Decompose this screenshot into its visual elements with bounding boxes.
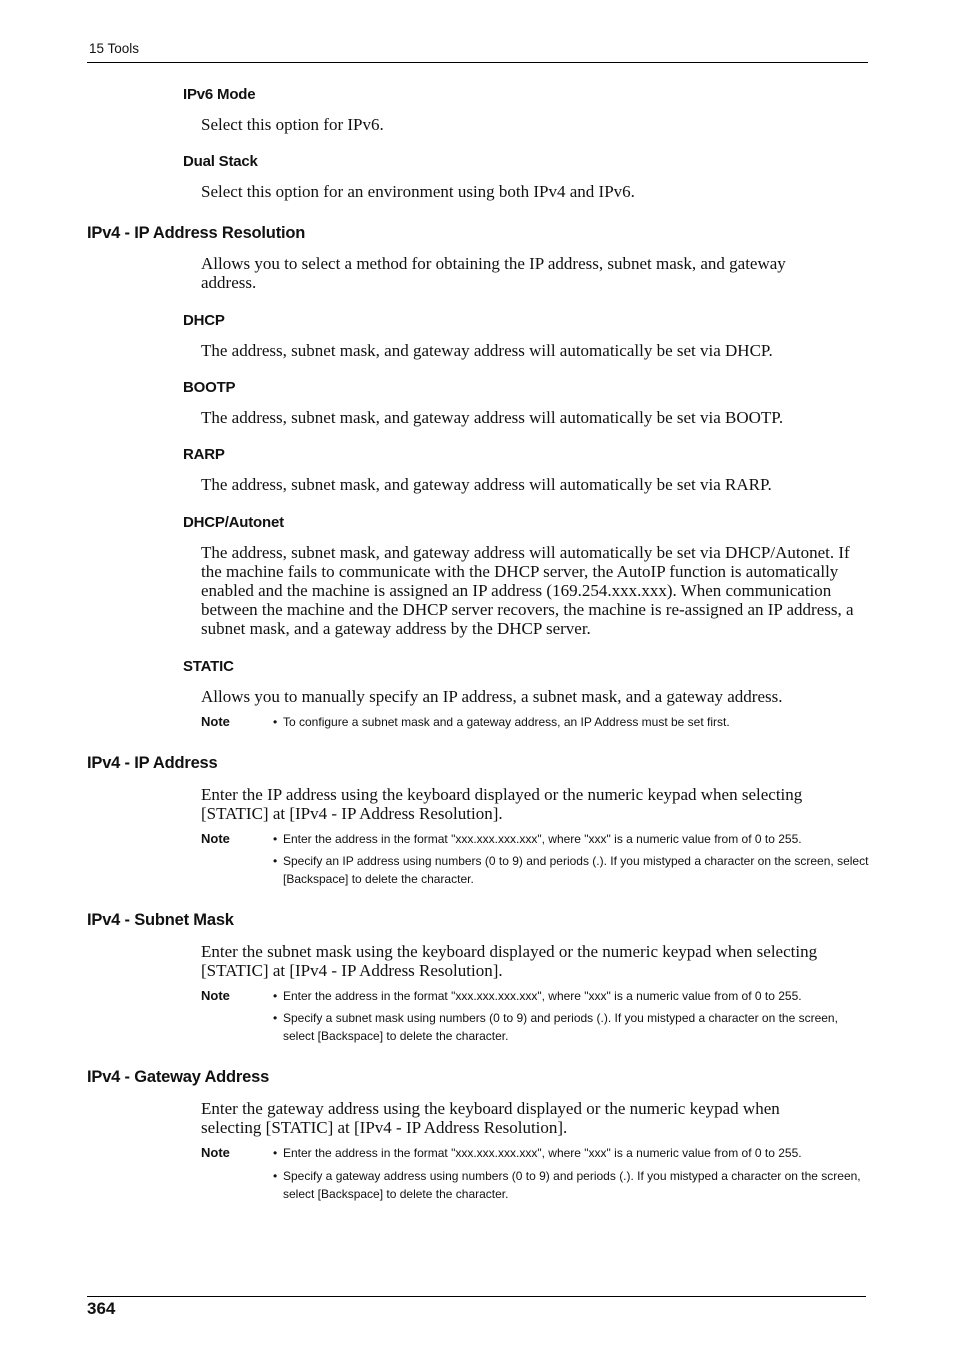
note-text: Enter the address in the format "xxx.xxx.xxx.xxx", where "xxx" is a numeric value from of 0 to 255. xyxy=(283,989,802,1003)
bullet-icon: • xyxy=(273,989,278,1003)
dual-stack-heading: Dual Stack xyxy=(183,153,258,170)
rarp-text: The address, subnet mask, and gateway address will automatically be set via RARP. xyxy=(201,475,772,494)
bullet-icon: • xyxy=(273,854,278,868)
gateway-note-label: Note xyxy=(201,1145,230,1160)
gateway-note-item xyxy=(273,1144,877,1162)
ip-address-note-label: Note xyxy=(201,831,230,846)
resolution-heading: IPv4 - IP Address Resolution xyxy=(87,224,306,242)
note-text: Enter the address in the format "xxx.xxx.xxx.xxx", where "xxx" is a numeric value from of 0 to 255. xyxy=(283,1146,802,1160)
bullet-icon: • xyxy=(273,1146,278,1160)
note-text: To configure a subnet mask and a gateway address, an IP Address must be set first. xyxy=(283,715,730,729)
bootp-text: The address, subnet mask, and gateway address will automatically be set via BOOTP. xyxy=(201,408,784,427)
note-text: Specify a gateway address using numbers (0 to 9) and periods (.). If you mistyped a character on the screen, select [Backspace] to delete the character. xyxy=(283,1169,861,1201)
note-text: Specify an IP address using numbers (0 to 9) and periods (.). If you mistyped a character on the screen, select [Backspace] to delete the character. xyxy=(283,854,869,886)
static-note-item xyxy=(273,713,877,731)
static-note-label: Note xyxy=(201,714,230,729)
bootp-heading: BOOTP xyxy=(183,379,236,396)
note-text: Enter the address in the format "xxx.xxx.xxx.xxx", where "xxx" is a numeric value from of 0 to 255. xyxy=(283,832,802,846)
ip-address-heading: IPv4 - IP Address xyxy=(87,754,218,772)
gateway-text: Enter the gateway address using the keyboard displayed or the numeric keypad when selecting [STATIC] at [IPv4 - IP Address Resolution]. xyxy=(201,1099,780,1137)
dual-stack-text: Select this option for an environment using both IPv4 and IPv6. xyxy=(201,182,635,201)
bullet-icon: • xyxy=(273,832,278,846)
rarp-heading: RARP xyxy=(183,446,225,463)
static-heading: STATIC xyxy=(183,658,234,675)
bullet-icon: • xyxy=(273,1011,278,1025)
subnet-mask-note-item xyxy=(273,1009,843,1045)
subnet-mask-text: Enter the subnet mask using the keyboard displayed or the numeric keypad when selecting [STATIC] at [IPv4 - IP Address Resolution]. xyxy=(201,942,818,980)
bullet-icon: • xyxy=(273,715,278,729)
ipv6-mode-heading: IPv6 Mode xyxy=(183,86,256,103)
chapter-header: 15 Tools xyxy=(89,41,140,56)
dhcp-autonet-heading: DHCP/Autonet xyxy=(183,514,284,531)
gateway-heading: IPv4 - Gateway Address xyxy=(87,1068,270,1086)
page-number: 364 xyxy=(87,1299,116,1318)
subnet-mask-note-item xyxy=(273,987,877,1005)
subnet-mask-note-label: Note xyxy=(201,988,230,1003)
gateway-note-item xyxy=(273,1167,873,1203)
dhcp-heading: DHCP xyxy=(183,312,225,329)
subnet-mask-heading: IPv4 - Subnet Mask xyxy=(87,911,234,929)
note-text: Specify a subnet mask using numbers (0 to 9) and periods (.). If you mistyped a character on the screen, select [Backspace] to delete the character. xyxy=(283,1011,838,1043)
ipv6-mode-text: Select this option for IPv6. xyxy=(201,115,384,134)
dhcp-text: The address, subnet mask, and gateway address will automatically be set via DHCP. xyxy=(201,341,773,360)
ip-address-note-item xyxy=(273,852,877,888)
dhcp-autonet-text: The address, subnet mask, and gateway address will automatically be set via DHCP/Autonet. If the machine fails to communicate with the DHCP server, the AutoIP function is automatically enabled and the machine is assigned an IP address (169.254.xxx.xxx). When communication between the machine and the DHCP server recovers, the machine is re-assigned an IP address, a subnet mask, and a gateway address by the DHCP server. xyxy=(201,543,854,638)
bullet-icon: • xyxy=(273,1169,278,1183)
ip-address-text: Enter the IP address using the keyboard displayed or the numeric keypad when selecting [STATIC] at [IPv4 - IP Address Resolution]. xyxy=(201,785,803,823)
ip-address-note-item xyxy=(273,830,877,848)
resolution-text: Allows you to select a method for obtaining the IP address, subnet mask, and gateway address. xyxy=(201,254,786,292)
header-divider xyxy=(87,62,868,63)
static-text: Allows you to manually specify an IP address, a subnet mask, and a gateway address. xyxy=(201,687,783,706)
footer-divider xyxy=(87,1296,866,1297)
